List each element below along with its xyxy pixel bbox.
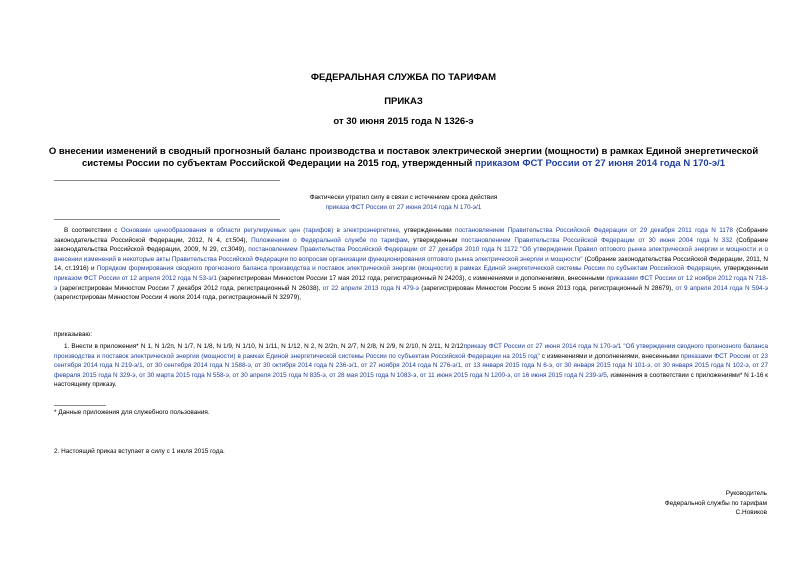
link-order-170[interactable]: приказу ФСТ России от 27 июня 2014 года N 170-э/1 "Об утверждении сводного прогнозного баланса производства и поставок электрической энергии (мощности) в рамках Единой энергетической системы России по субъектам Российской Федерации на 2015 год"	[54, 343, 769, 360]
text-segment: (зарегистрирован Минюстом России 5 июня 2013 года, регистрационный N 28679),	[418, 284, 676, 292]
link-order-53[interactable]: приказом ФСТ России от 12 апреля 2012 года N 53-э/1	[54, 274, 217, 282]
signature-name: С.Новиков	[735, 509, 767, 517]
text-segment: 1. Внести в приложения* N 1, N 1/2п, N 1/7, N 1/8, N 1/9, N 1/10, N 1/11, N 1/12, N 2, N 2/2п, N 2/7, N 2/8, N 2/9, N 2/10, N 2/11, N 2/12	[64, 343, 464, 350]
organization-heading: ФЕДЕРАЛЬНАЯ СЛУЖБА ПО ТАРИФАМ	[310, 72, 497, 83]
title-text: О внесении изменений в сводный прогнозный баланс производства и поставок электрической энергии (мощности) в рамках Единой энергетической системы России по субъектам Российской Федерации на 2015 год, утвержденный	[48, 146, 759, 169]
lost-force-link[interactable]: приказа ФСТ России от 27 июня 2014 года N 170-э/1	[325, 203, 482, 211]
link-resolution-332[interactable]: постановлением Правительства Российской Федерации от 30 июня 2004 года N 332	[461, 236, 733, 244]
lost-force-text: Фактически утратил силу в связи с истечением срока действия	[309, 194, 498, 201]
ordered-word: приказываю:	[54, 331, 92, 338]
text-segment: с изменениями и дополнениями, внесенными	[539, 352, 681, 360]
lost-force-note	[0, 193, 807, 212]
document-title	[40, 146, 767, 170]
signature-role: Руководитель	[725, 490, 767, 497]
link-pricing-basics[interactable]: Основами ценообразования в области регулируемых цен (тарифов) в электроэнергетике	[120, 227, 399, 234]
text-segment: (Собрание законодательства Российской Федерации, 2009, N 29, ст.3049),	[54, 236, 769, 254]
footnote: * Данные приложения для служебного пользования.	[54, 409, 210, 416]
text-segment: , утвержденными	[398, 227, 456, 234]
title-order-link[interactable]: приказом ФСТ России от 27 июня 2014 года N 170-э/1	[474, 158, 726, 169]
text-segment: , утвержденным	[719, 265, 768, 273]
divider-top	[54, 180, 280, 181]
text-segment: В соответствии с	[64, 227, 121, 234]
footnote-divider	[54, 405, 106, 406]
text-segment: , утвержденным	[407, 236, 462, 244]
document-type: ПРИКАЗ	[384, 96, 423, 107]
clause-1-paragraph	[54, 342, 768, 390]
link-amending-orders[interactable]: приказами ФСТ России от 23 сентября 2014 года N 219-э/1, от 30 сентября 2014 года N 1588-э, от 30 октября 2014 года N 236-э/1, от 27 ноября 2014 года N 276-э/1, от 13 января 2015 года N 6-э, от 30 января 2015 года N 101-э, от 30 января 2015 года N 102-э, от 27 февраля 2015 года N 329-э, от 30 марта 2015 года N 558-э, от 30 апреля 2015 года N 835-э, от 28 мая 2015 года N 1083-э, от 11 июня 2015 года N 1200-э, от 16 июня 2015 года N 239-э/5	[54, 352, 768, 379]
signature-block	[665, 489, 767, 518]
preamble-paragraph	[54, 226, 768, 303]
text-segment: (зарегистрирован Минюстом России 17 мая 2012 года, регистрационный N 24203), с изменениями и дополнениями, внесенными	[216, 274, 607, 282]
document-date: от 30 июня 2015 года N 1326-э	[333, 116, 474, 127]
link-resolution-1172[interactable]: постановлением Правительства Российской Федерации от 27 декабря 2010 года N 1172 "Об утверждении Правил оптового рынка электрической энергии и мощности и о внесении изменений в некоторые акты Правительства Российской Федерации по вопросам организации функционирования оптового рынка электрической энергии и мощности"	[54, 246, 768, 263]
signature-org: Федеральной службы по тарифам	[664, 499, 767, 507]
link-order-479[interactable]: от 22 апреля 2013 года N 479-э	[322, 284, 419, 292]
text-segment: , изменения в соответствии с приложениями* N 1-16 к настоящему приказу.	[54, 371, 768, 389]
divider-bottom	[54, 219, 280, 220]
text-segment: (Собрание законодательства Российской Федерации, 2012, N 4, ст.504),	[54, 227, 768, 244]
text-segment: (зарегистрирован Минюстом России 4 июля 2014 года, регистрационный N 32979),	[54, 294, 302, 302]
text-segment: (Собрание законодательства Российской Федерации, 2011, N 14, ст.1916) и	[54, 255, 768, 273]
link-order-594[interactable]: от 9 апреля 2014 года N 594-э	[675, 284, 769, 292]
clause-2-paragraph: 2. Настоящий приказ вступает в силу с 1 июля 2015 года.	[54, 448, 225, 455]
link-balance-procedure[interactable]: Порядком формирования сводного прогнозного баланса производства и поставок электрической энергии (мощности) в рамках Единой энергетической системы России по субъектам Российской Федерации	[96, 265, 720, 273]
link-fst-regulation[interactable]: Положением о Федеральной службе по тарифам	[251, 236, 408, 244]
text-segment: (зарегистрирован Минюстом России 7 декабря 2012 года, регистрационный N 26038),	[57, 284, 323, 292]
link-resolution-1178[interactable]: постановлением Правительства Российской Федерации от 29 декабря 2011 года N 1178	[455, 227, 733, 234]
link-order-718[interactable]: приказами ФСТ России от 12 ноября 2012 года N 718-э	[54, 274, 768, 292]
